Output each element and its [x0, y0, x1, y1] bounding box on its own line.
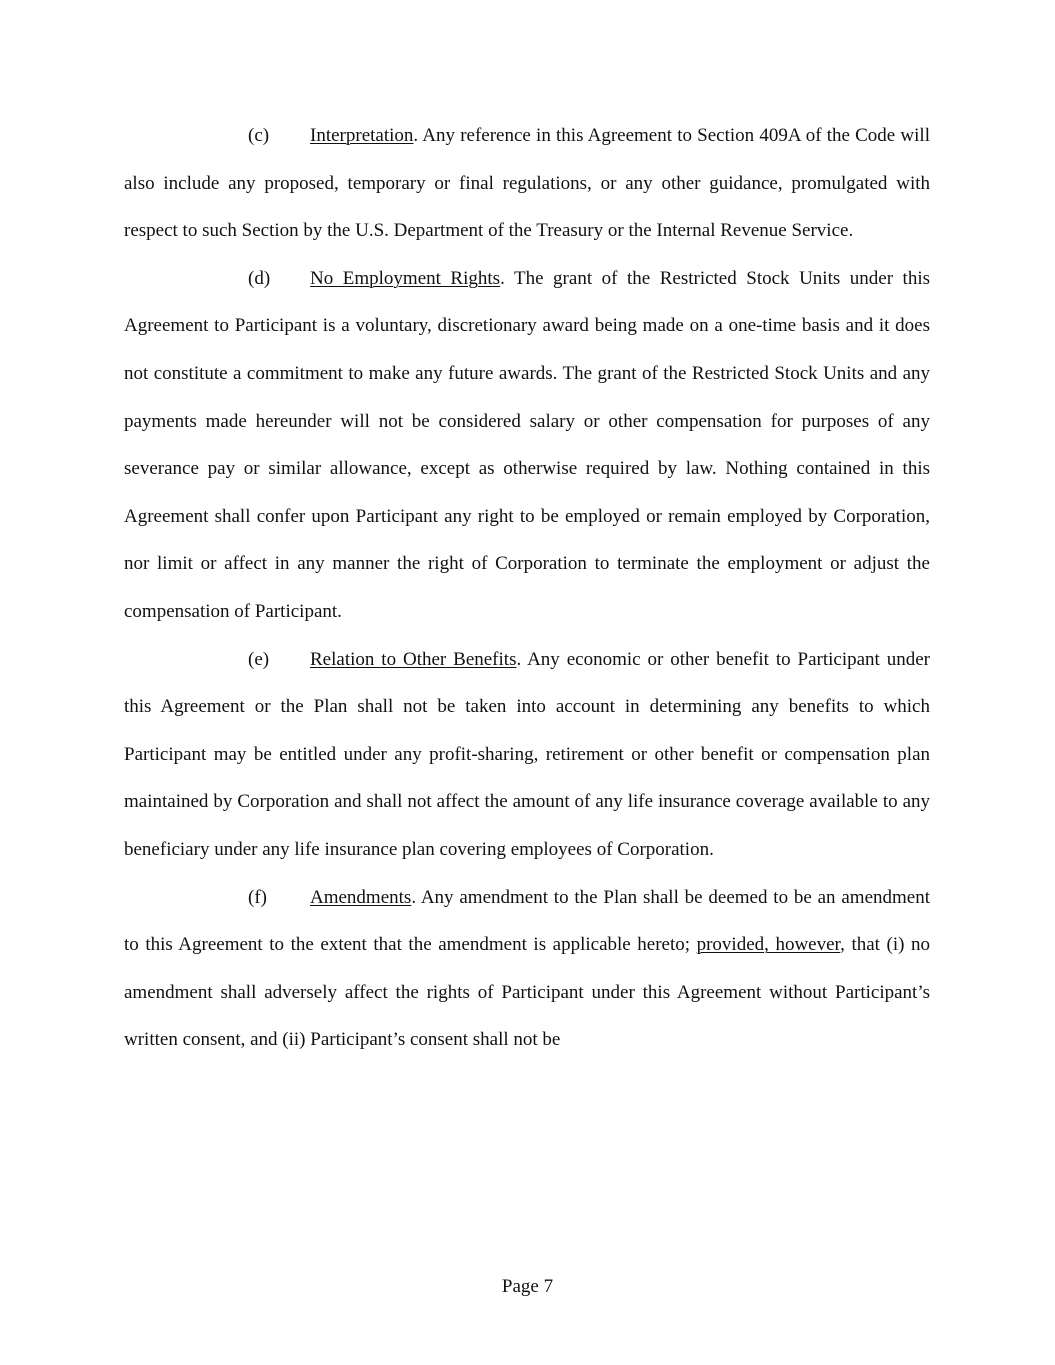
document-body: [124, 112, 930, 1064]
section-heading: Relation to Other Benefits: [310, 648, 517, 670]
section-c-interpretation: [124, 112, 930, 255]
section-marker: (d): [248, 267, 271, 289]
section-text: . The grant of the Restricted Stock Units under this Agreement to Participant is a voluntary, discretionary award being made on a one-time basis and it does not constitute a commitment to make any future awards. The grant of the Restricted Stock Units and any payments made hereunder will not be considered salary or other compensation for purposes of any severance pay or similar allowance, except as otherwise required by law. Nothing contained in this Agreement shall confer upon Participant any right to be employed or remain employed by Corporation, nor limit or affect in any manner the right of Corporation to terminate the employment or adjust the compensation of Participant.: [124, 267, 931, 622]
section-text: , that (i) no amendment shall adversely affect the rights of Participant under this Agreement without Participant’s written consent, and (ii) Participant’s consent shall not be: [124, 934, 930, 1051]
section-marker: (e): [248, 648, 270, 670]
section-text: . Any reference in this Agreement to Section 409A of the Code will also include any proposed, temporary or final regulations, or any other guidance, promulgated with respect to such Section by the U.S. Department of the Treasury or the Internal Revenue Service.: [124, 125, 930, 242]
section-marker: (c): [248, 125, 270, 146]
section-f-amendments: [124, 874, 930, 1064]
section-d-no-employment-rights: [124, 255, 930, 636]
section-marker: (f): [248, 886, 267, 908]
section-heading: Amendments: [310, 886, 412, 908]
section-text: . Any amendment to the Plan shall be deemed to be an amendment to this Agreement to the extent that the amendment is applicable hereto;: [124, 886, 930, 956]
section-text: . Any economic or other benefit to Participant under this Agreement or the Plan shall not be taken into account in determining any benefits to which Participant may be entitled under any profit-sharing, retirement or other benefit or compensation plan maintained by Corporation and shall not affect the amount of any life insurance coverage available to any beneficiary under any life insurance plan covering employees of Corporation.: [124, 648, 930, 860]
section-heading: Interpretation: [310, 125, 414, 146]
section-emphasis: provided, however: [696, 934, 841, 956]
section-heading: No Employment Rights: [310, 267, 501, 289]
page-number: Page 7: [501, 1276, 554, 1297]
section-e-relation-to-other-benefits: [124, 636, 930, 874]
